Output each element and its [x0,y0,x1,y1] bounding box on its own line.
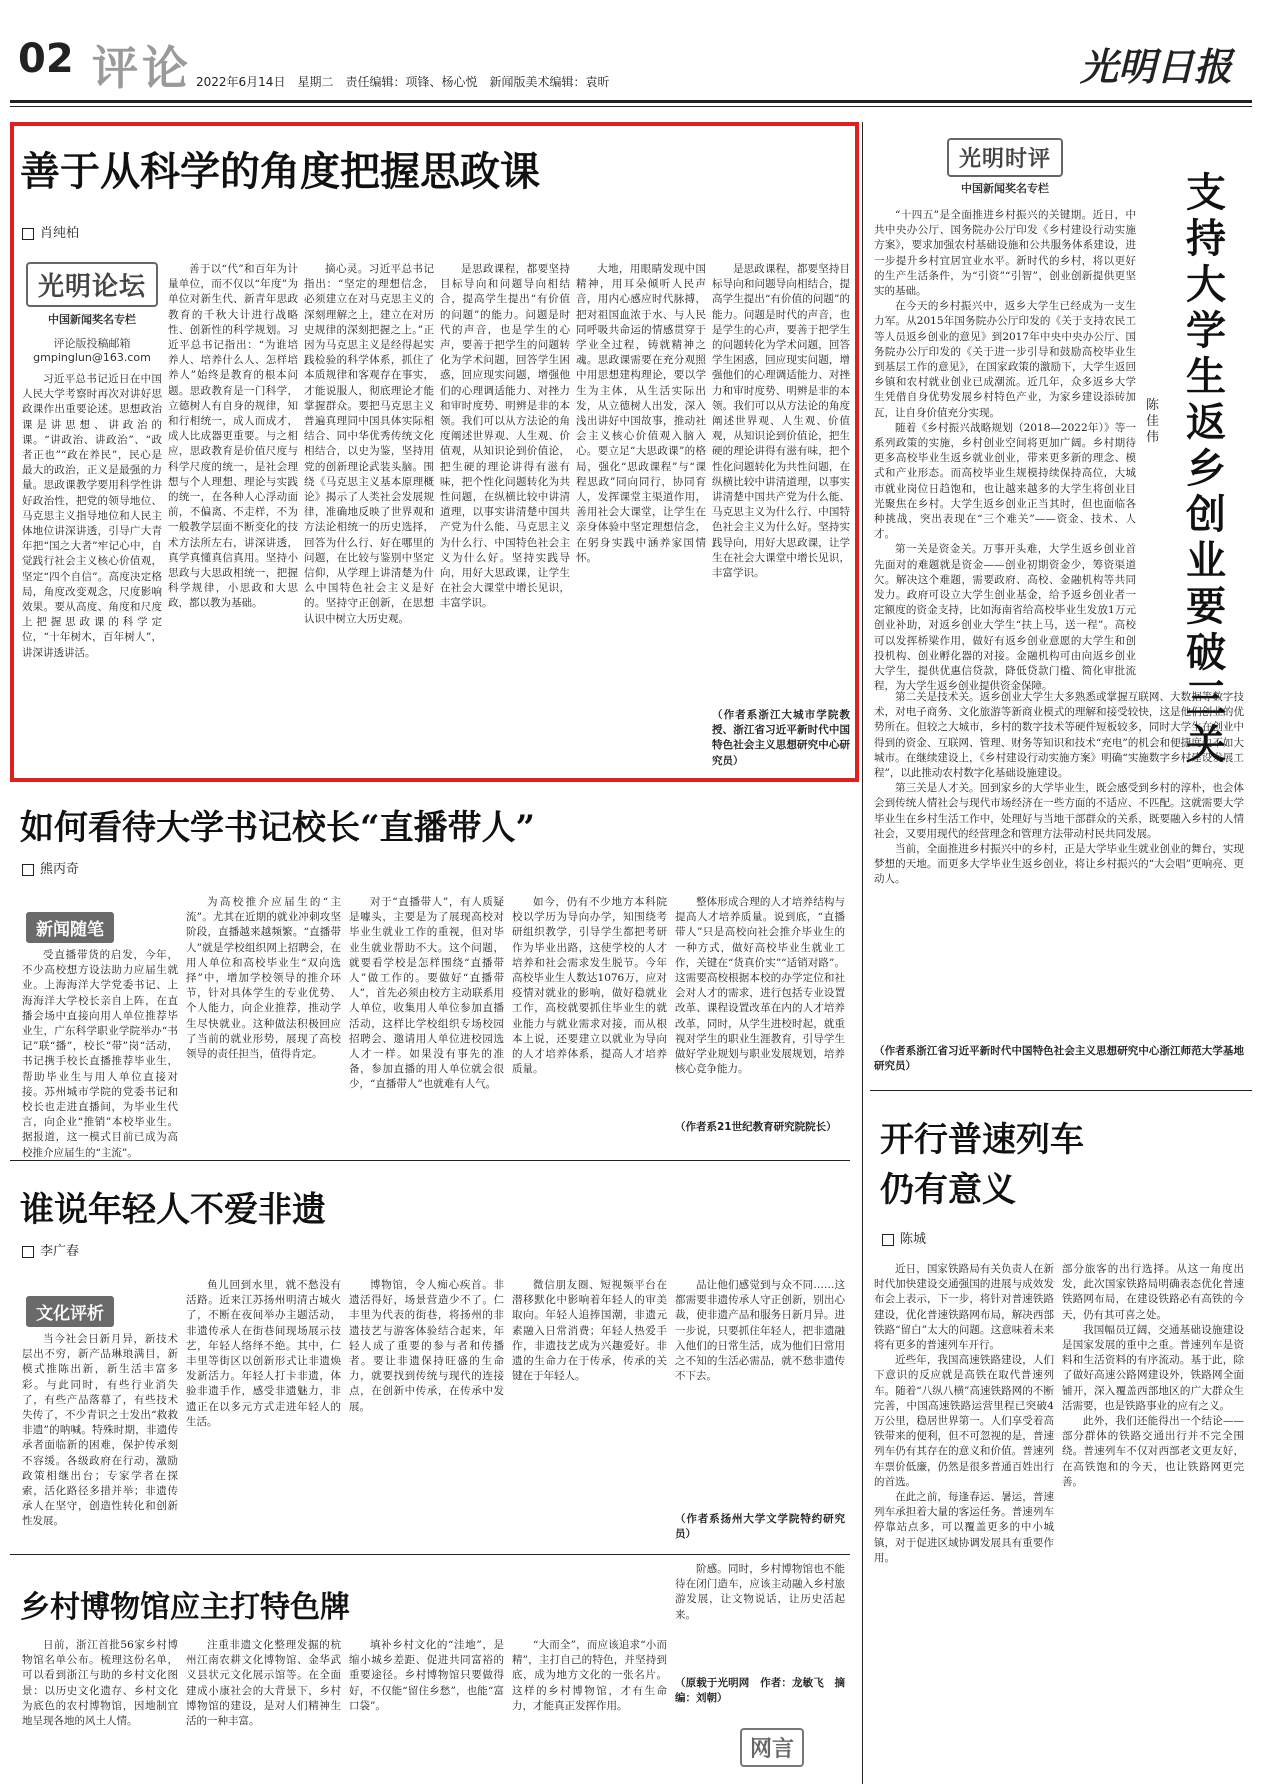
badge-email: gmpinglun@163.com [33,351,151,364]
article1-para: 是思政课程，都要坚持目标导向和问题导向相结合，提高学生提出“有价值的问题”的能力。问题是时代的声音，也是学生的心声，要善于把学生的问题转化为学术问题，回答学生困惑，回应现实问题，增强他们的心理调适能力、对挫力和审时度势、明辨是非的本领。我们可以从方法论的角度阐述世界观、人生观、价值观，从知识论到价值论，把生硬的理论讲得有滋有味，把个性化问题转化为共性问题，在纵横比较中讲清道理，以事实讲清楚中国共产党为什么能、马克思主义为什么行、中国特色社会主义为什么好。坚持实践导向，用好大思政课，让学生在社会大课堂中增长见识，丰富学识。 [712,263,850,580]
article2-col-1 [22,948,178,1159]
divider [10,1160,850,1161]
sidebar1-para: 随着《乡村振兴战略规划（2018—2022年）》等一系列政策的实施，乡村创业空间将更加广阔。乡村期待更多高校毕业生返乡就业创业，带来更多新的理念、模式和产业形态。而高校毕业生规模持续保持高位，大城市就业岗位日趋饱和，也让越来越多的大学生将创业目光聚焦在乡村。大学生返乡创业正当其时，但也面临各种挑战，突出表现在“三个难关”——资金、技术、人才。 [874,421,1136,541]
article3-author: 李广春 [40,1244,80,1259]
sidebar1-para: 第二关是技术关。返乡创业大学生大多熟悉或掌握互联网、大数据等数字技术，对电子商务、文化旅游等新商业模式的理解和接受较快，这是他们创业的优势所在。但较之大城市，乡村的数字技术等硬件短板较多，同时大学生在创业中得到的资金、互联网、管理、财务等知识和技术“充电”的机会和便捷度也不如大城市。在继续建设上，《乡村建设行动实施方案》明确“实施数字乡村建设发展工程”，以此推动农村数字化基础设施建设。 [874,691,1244,780]
article1-para: 习近平总书记近日在中国人民大学考察时再次对讲好思政课作出重要论述。思想政治课是讲思想、讲政治的课。“讲政治、讲政治”、“政者正也”“政在养民”，民心是最大的政治，正义是最强的力量。思政课教学要用科学性讲好政治性，把党的领导地位、马克思主义指导地位和人民主体地位讲深讲透，引导广大青年把“国之大者”牢记心中，自觉践行社会主义核心价值观，坚定“四个自信”。高度决定格局，角度改变观念，尺度影响效果。要从高度、角度和尺度上把握思政课的科学定位，“十年树木，百年树人”，讲深讲透讲活。 [22,373,162,659]
article4-col-3 [349,1638,504,1784]
sidebar2-col-1 [874,1262,1054,1784]
article2-para: 受直播带货的启发，今年，不少高校想方设法助力应届生就业。上海海洋大学党委书记、上海海洋大学校长亲自上阵，在直播会场中直接向用人单位推荐毕业生，广东科学职业学院举办“书记”联“播”，校长“带”岗“活动，书记携手校长直播推荐毕业生，帮助毕业生与用人单位直接对接。苏州城市学院的党委书记和校长也走进直播间，为毕业生代言，向企业“推销”本校毕业生。据报道，这一模式目前已成为高校推介应届生的“主流”。 [22,949,178,1159]
article3-para: 微信朋友圈、短视频平台在潜移默化中影响着年轻人的审美取向。年轻人追捧国潮，非遗元素融入日常消费；年轻人热爱手作，非遗技艺成为兴趣爱好。非遗的生命力在于传承，传承的关键在于年轻人。 [512,1279,667,1383]
article3-col-2 [186,1278,341,1544]
sidebar2-author: 陈城 [900,1232,927,1247]
article1-column-badge [22,262,162,364]
sidebar1-para: 在今天的乡村振兴中，返乡大学生已经成为一支生力军。从2015年国务院办公厅印发的《关于支持农民工等人员返乡创业的意见》到2017年中央中央办公厅、国务院办公厅印发的《关于进一步引导和鼓励高校毕业生到基层工作的意见》，在国家政策的激励下，大学生返回乡镇和农村就业创业已成潮流。近几年，众多返乡大学生凭借自身优势发展乡村特色产业，为家乡建设添砖加瓦，让自身价值充分实现。 [874,300,1136,419]
sidebar2-para: 此外，我们还能得出一个结论——部分群体的铁路交通出行并不完全围绕。普速列车不仅对西部老文更友好，在高铁饱和的今天，也让铁路网更完善。 [1062,1415,1244,1488]
article1-para: 是思政课程，都要坚持目标导向和问题导向相结合，提高学生提出“有价值的问题”的能力。问题是时代的声音，也是学生的心声，要善于把学生的问题转化为学术问题，回答学生困惑，回应现实问题，增强他们的心理调适能力、对挫力和审时度势、明辨是非的本领。我们可以从方法论的角度阐述世界观、人生观、价值观，从知识论到价值论，把生硬的理论讲得有滋有味，把个性化问题转化为共性问题，在纵横比较中讲清道理，以事实讲清楚中国共产党为什么能、马克思主义为什么行、中国特色社会主义为什么好。坚持实践导向，用好大思政课，让学生在社会大课堂中增长见识，丰富学识。 [440,263,570,610]
divider [10,1554,850,1555]
article2-para: 为高校推介应届生的“主流”。尤其在近期的就业冲刺攻坚阶段，直播越来越频繁。“直播带人”就是学校组织网上招聘会，在用人单位和高校毕业生“双向选择”中，增加学校领导的推介环节，针对具体学生的专业优势、个人能力，向企业推荐，推动学生尽快就业。这种做法积极回应了当前的就业形势，展现了高校领导的责任担当，值得肯定。 [186,896,341,1061]
article1-col-5 [576,262,706,772]
article3-byline [22,1240,79,1259]
badge-editor: 评论版投稿邮箱 [53,337,131,350]
article2-col-2 [186,895,341,1148]
sidebar1-para: 当前，全面推进乡村振兴中的乡村，正是大学毕业生就业创业的舞台，实现梦想的天地。而更多大学毕业生返乡创业，将让乡村振兴的“大会唱”更响亮、更动人。 [874,843,1244,886]
sidebar2-byline [882,1228,926,1247]
sidebar1-para: 第一关是资金关。万事开头难，大学生返乡创业首先面对的难题就是资金——创业初期资金少，筹资渠道欠。解决这个难题，需要政府、高校、金融机构等共同发力。政府可设立大学生创业基金，给予返乡创业者一定额度的资金支持，比如海南省给高校毕业生发放1万元创业补助，对返乡创业大学生“扶上马，送一程”。高校可以发挥桥梁作用，做好有返乡创业意愿的大学生和创投机构、创业孵化器的对接。金融机构可由向返乡创业大学生，提供优惠信贷款，降低贷款门槛、简化审批流程，为大学生返乡创业提供资金保障。 [874,543,1136,693]
article3-para: 鱼儿回到水里，就不愁没有活路。近来江苏扬州明清古城火了，不断在夜间举办主题活动，非遗传承人在街巷间现场展示技艺，年轻人络绎不绝。其中，仁丰里等街区以创新形式让非遗焕发新活力。年轻人打卡非遗，体验非遗手作，感受非遗魅力，非遗正在以多元方式走进年轻人的生活。 [186,1279,341,1428]
article4-para: 日前，浙江首批56家乡村博物馆名单公布。梳理这份名单，可以看到浙江与助的乡村文化图景：以历史文化遗存、乡村文化为底色的农村博物馆，因地制宜地呈现各地的风土人情。 [22,1639,178,1728]
badge-frame [947,138,1063,177]
article2-author: 熊丙奇 [40,862,80,877]
sidebar1-note: （作者系浙江省习近平新时代中国特色社会主义思想研究中心浙江师范大学基地研究员） [874,1045,1244,1073]
sidebar1-badge [930,138,1080,196]
column-separator [862,122,863,1784]
article1-col-1 [22,372,162,772]
article4-title: 乡村博物馆应主打特色牌 [20,1590,350,1625]
byline-box-icon [22,228,34,240]
sidebar1-title: 支持大学生返乡创业要破三关 [1186,169,1226,768]
sidebar1-note-wrap [874,1044,1244,1078]
article4-col-5 [675,1562,845,1672]
article3-para: 品让他们感觉到与众不同……这都需要非遗传承人守正创新，别出心裁，使非遗产品和服务日新月异。进一步说，只要抓住年轻人，把非遗融入他们的日常生活，成为他们日常用之不知的生活必需品，就不愁非遗传不下去。 [675,1279,845,1383]
sidebar1-col-top [874,208,1136,693]
article4-col-2 [186,1638,341,1784]
article1-para: 大地，用眼睛发现中国精神，用耳朵倾听人民声音，用内心感应时代脉搏，把对祖国血浓于水、与人民同呼吸共命运的情感贯穿于学业全过程，铸就精神之魂。思政课需要在充分观照中用思想建构理论，要以学生为主体，从生活实际出发，从立德树人出发，深入浅出讲好中国故事，推动社会主义核心价值观入脑入心。要立足“大思政课”的格局，强化“思政课程”与“课程思政”同向同行，协同育人，发挥课堂主渠道作用，善用社会大课堂，让学生在亲身体验中坚定理想信念，在躬身实践中涵养家国情怀。 [576,263,706,564]
article3-col-4 [512,1278,667,1544]
article3-title: 谁说年轻人不爱非遗 [20,1190,326,1230]
divider [870,1090,1252,1091]
article3-column-badge: 文化评析 [26,1296,114,1327]
article4-para: 阶感。同时，乡村博物馆也不能待在闭门造车，应该主动融入乡村旅游发展，让文物说话，让历史活起来。 [675,1563,845,1621]
article2-note-wrap [675,1120,845,1152]
sidebar2-col-2 [1062,1262,1244,1784]
sidebar1-badge-name: 光明时评 [958,147,1051,172]
article1-author: 肖纯柏 [40,226,80,241]
sidebar2-para: 我国幅员辽阔，交通基础设施建设是国家发展的重中之重。普速列车是资料和生活资料的有序流动。基于此，除了做好高速公路网建设外，铁路网全面铺开，深入覆盖西部地区的广大群众生活需要，也是铁路事业的应有之义。 [1062,1323,1244,1412]
article2-para: 对于“直播带人”，有人质疑是噱头，主要是为了展现高校对毕业生就业工作的重视，但对毕业生就业帮助不大。这个问题，就要看学校是怎样围绕“直播带人”做工作的。要做好“直播带人”，首先必须由校方主动联系用人单位，收集用人单位参加直播活动，这样比学校组织专场校园招聘会、邀请用人单位进校园选人才一样。如果没有事先的准备，参加直播的用人单位就会很少，“直播带人”也就难有人气。 [349,896,504,1091]
sidebar2-para: 在此之前，每逢春运、暑运，普速列车承担着大量的客运任务。普速列车停靠站点多，可以覆盖更多的中小城镇，对于促进区域协调发展具有重要作用。 [874,1491,1054,1564]
article1-col-6 [712,262,850,702]
article3-note: （作者系扬州大学文学院特约研究员） [675,1513,845,1541]
article4-para: “大而全”，而应该追求“小而精”，主打自己的特色，并坚持到底，成为地方文化的一张名片。这样的乡村博物馆，才有生命力，才能真正发挥作用。 [512,1639,667,1712]
sidebar1-para: “十四五”是全面推进乡村振兴的关键期。近日，中共中央办公厅、国务院办公厅印发《乡村建设行动实施方案》，要求加强农村基础设施和公共服务体系建设，进一步提升乡村宜居宜业水平。新时代的乡村，将以更好的生产生活条件，为“引资”“引智”，创业创新提供更坚实的基础。 [874,209,1136,298]
article1-para: 善于以“代”和百年为计量单位，而不仅以“年度”为单位对新生代、新青年思政教育的千秋大计进行战略性、创新性的科学规划。习近平总书记指出：“为谁培养人、培养什么人、怎样培养人”始终是教育的根本问题。思政教育是一门科学，立德树人有自身的规律，知和行相统一，成人而成才，成人比成器更重要。与之相应，思政教育是价值尺度与科学尺度的统一，是社会理想与个人理想、理论与实践的统一，在各种人心浮动面前，不偏离、不走样，不为一般教学层面不断变化的技术方法所左右，讲深讲透，真学真懂真信真用。坚持小思政与大思政相统一，把握科学规律，小思政和大思政，都以教为基础。 [168,263,298,610]
article2-para: 如今，仍有不少地方本科院校以学历为导向办学，知围绕考研组织教学，引导学生都把考研作为毕业出路，这使学校的人才培养和社会需求发生脱节。今年高校毕业生人数达1076万，应对疫情对就业的影响，做好稳就业工作，高校就要抓住毕业生的就业能力与就业需求对接，而从根本上说，还要建立以就业为导向的人才培养体系，提高人才培养质量。 [512,896,667,1076]
article3-note-wrap [675,1512,845,1544]
article4-para: 填补乡村文化的“洼地”，是缩小城乡差距、促进共同富裕的重要途径。乡村博物馆只要做得好，不仅能“留住乡愁”，也能“富口袋”。 [349,1639,504,1712]
article1-title: 善于从科学的角度把握思政课 [20,148,540,195]
header-rule-thin [10,106,1252,107]
badge-frame [26,262,158,307]
article3-para: 博物馆，令人痴心疾首。非遗活得好，场景营造少不了。仁丰里为代表的街巷，将扬州的非遗技艺与游客体验结合起来，年轻人成了重要的参与者和传播者。要让非遗保持旺盛的生命力，就要找到传统与现代的连接点，在创新中传承，在传承中发展。 [349,1279,504,1413]
article1-col-3 [304,262,434,772]
article3-col-1 [22,1332,178,1544]
header-meta: 2022年6月14日 星期二 责任编辑：项锋、杨心悦 新闻版美术编辑：袁昕 [196,75,610,89]
sidebar1-col-bottom [874,690,1244,1038]
sidebar2-title-line1: 开行普速列车 [880,1120,1084,1160]
article1-para: 摘心灵。习近平总书记指出：“坚定的理想信念，必须建立在对马克思主义的深刻理解之上，建立在对历史规律的深刻把握之上。”正因为马克思主义是经得起实践检验的科学体系，抓住了本质规律和客观存在事实，才能说服人，彻底理论才能掌握群众。要把马克思主义普遍真理同中国具体实际相结合、同中华优秀传统文化相结合，以史为鉴，坚持用党的创新理论武装头脑。围绕《马克思主义基本原理概论》揭示了人类社会发展规律，准确地反映了世界观和方法论相统一的历史选择，回答为什么行、好在哪里的问题，在比较与鉴别中坚定信仰，从学理上讲清楚为什么中国特色社会主义是好的。坚持守正创新，在思想认识中树立大历史观。 [304,263,434,625]
article2-col-4 [512,895,667,1148]
section-title: 评论 [92,41,192,95]
article2-title: 如何看待大学书记校长“直播带人” [20,808,536,848]
header-rule [10,100,1252,103]
badge-sub: 中国新闻奖名专栏 [48,313,136,326]
byline-box-icon [22,864,34,876]
newspaper-logo: 光明日报 [1080,44,1233,89]
article1-note: （作者系浙江大城市学院教授、浙江省习近平新时代中国特色社会主义思想研究中心研究员） [712,709,850,767]
article2-byline [22,858,79,877]
sidebar1-author: 陈佳伟 [1146,398,1160,445]
article1-col-2 [168,262,298,772]
sidebar1-para: 第三关是人才关。回到家乡的大学毕业生，既会感受到乡村的淳朴，也会体会到传统人情社会与现代市场经济在一些方面的不适应、不匹配。这就需要大学毕业生在乡村生活工作中，处理好与当地干部群众的关系，既要融入乡村的人情社会，又要用现代的经营理念和管理方法带动村民共同发展。 [874,782,1244,840]
article3-para: 当今社会日新月异，新技术层出不穷，新产品琳琅满目，新模式推陈出新，新生活丰富多彩。与此同时，有些行业消失了，有些产品落幕了，有些技术失传了，不少青识之士发出“救救非遗”的呐喊。特殊时期，非遗传承者面临新的困难，保护传承刻不容缓。各级政府在行动，激励政策相继出台；专家学者在探索，活化路径多措并举；非遗传承人在坚守，创造性转化和创新性发展。 [22,1333,178,1528]
sidebar2-para: 部分旅客的出行选择。从这一角度出发，此次国家铁路局明确表态优化普速铁路网布局，在建设铁路必有高铁的今天，仍有其可喜之处。 [1062,1263,1244,1321]
article2-col-5 [675,895,845,1115]
article4-badge: 网言 [740,1728,804,1767]
article3-col-5 [675,1278,845,1508]
article2-para: 整体形成合理的人才培养结构与提高人才培养质量。说到底，“直播带人”只是高校向社会推介毕业生的一种方式，做好高校毕业生就业工作，关键在“货真价实”“适销对路”。这需要高校根据本校的办学定位和社会对人才的需求，进行包括专业设置改革、课程设置改革在内的人才培养改革，同时，从学生进校时起，就重视对学生的职业生涯教育，引导学生做好学业规划与职业发展规划，培养核心竞争能力。 [675,896,845,1076]
article2-note: （作者系21世纪教育研究院院长） [675,1121,837,1133]
article4-para: 注重非遗文化整理发掘的杭州江南农耕文化博物馆、金华武义县状元文化展示馆等。在全面建成小康社会的大背景下，乡村博物馆的建设，是对人们精神生活的一种丰富。 [186,1639,341,1728]
byline-box-icon [882,1234,894,1246]
article4-col-1 [22,1638,178,1784]
article4-col-4 [512,1638,667,1784]
sidebar2-para: 近些年，我国高速铁路建设，人们下意识的反应就是高铁在取代普速列车。随着“八纵八横”高速铁路网的不断完善，中国高速铁路运营里程已突破4万公里，稳居世界第一。人们享受着高铁带来的便利，但不可忽视的是，普速列车仍有其存在的意义和价值。普速列车票价低廉，仍然是很多普通百姓出行的首选。 [874,1354,1054,1488]
article1-col-4 [440,262,570,772]
badge-name: 光明论坛 [37,272,146,302]
sidebar2-para: 近日，国家铁路局有关负责人在新时代加快建设交通强国的进展与成效发布会上表示，下一步，将针对普速铁路建设，优化普速铁路网布局，解决西部铁路“留白”太大的问题。这意味着未来将有更多的普速列车开行。 [874,1263,1054,1352]
article1-byline [22,222,79,241]
article1-note-wrap [712,708,850,772]
article3-col-3 [349,1278,504,1544]
page-number: 02 [18,36,74,82]
article4-note: （原载于光明网 作者：龙敏飞 摘编：刘朝） [675,1677,845,1705]
article2-column-badge: 新闻随笔 [26,912,114,943]
article2-col-3 [349,895,504,1148]
sidebar2-title-line2: 仍有意义 [880,1170,1016,1210]
sidebar1-badge-sub: 中国新闻奖名专栏 [961,182,1049,195]
byline-box-icon [22,1246,34,1258]
article4-note-wrap [675,1676,845,1710]
